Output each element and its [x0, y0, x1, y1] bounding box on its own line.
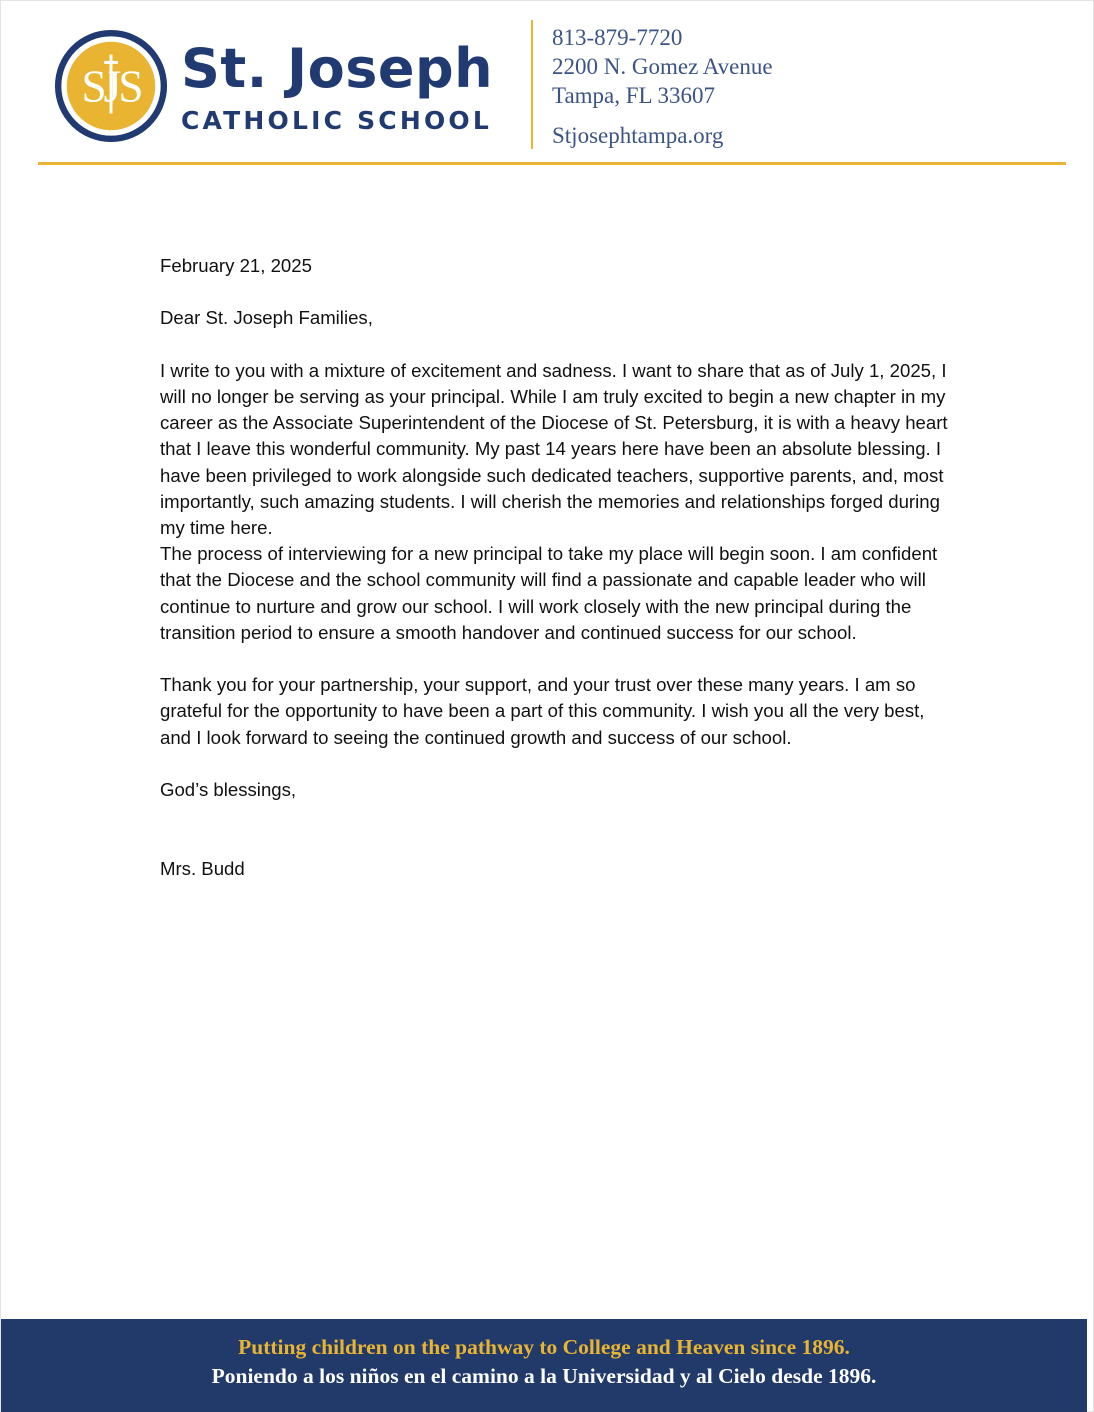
- school-subtitle: CATHOLIC SCHOOL: [181, 106, 492, 135]
- letter-salutation: Dear St. Joseph Families,: [160, 307, 373, 329]
- school-logo-icon: [52, 27, 170, 145]
- footer-banner: [1, 1319, 1087, 1412]
- letter-date: February 21, 2025: [160, 255, 312, 276]
- footer-tagline-english: Putting children on the pathway to College and Heaven since 1896.: [238, 1335, 850, 1359]
- letter-paragraph-1-part-a: I write to you with a mixture of excitement and sadness. I want to share that as of July 1, 2025, I will no longer be serving as your principal. While I am truly excited to begin a new chapter in my career as the Associate Superintendent of the Diocese of St. Petersburg, it is with a heavy heart that I leave this wonderful community. My past 14 years here have been an absolute blessing. I have been privileged to work alongside such dedicated teachers, supportive parents, and, most importantly, such amazing students. I will cherish the memories and relationships forged during my time here.: [160, 359, 948, 538]
- letter-signature: Mrs. Budd: [160, 857, 245, 879]
- contact-website: Stjosephtampa.org: [552, 123, 724, 148]
- contact-phone: 813-879-7720: [552, 25, 683, 50]
- svg-text:SJS: SJS: [81, 61, 141, 112]
- contact-street: 2200 N. Gomez Avenue: [552, 54, 773, 79]
- header-divider-vertical: [531, 20, 533, 149]
- letter-paragraph-2: Thank you for your partnership, your support, and your trust over these many years. I am so grateful for the opportunity to have been a part of this community. I wish you all the very best, and I look forward to seeing the continued growth and success of our school.: [160, 674, 925, 748]
- letter-paragraph-1: [160, 358, 950, 646]
- footer-tagline-spanish: Poniendo a los niños en el camino a la Universidad y al Cielo desde 1896.: [211, 1364, 877, 1388]
- school-name: St. Joseph: [181, 37, 494, 100]
- letter-body: [160, 253, 950, 908]
- letter-closing: God’s blessings,: [160, 779, 297, 800]
- contact-city: Tampa, FL 33607: [552, 83, 715, 108]
- header-divider-horizontal: [38, 162, 1066, 165]
- letter-paragraph-1-part-b: The process of interviewing for a new principal to take my place will begin soon. I am confident that the Diocese and the school community will find a passionate and capable leader who will continue to nurture and grow our school. I will work closely with the new principal during the transition period to ensure a smooth handover and continued success for our school.: [160, 543, 938, 643]
